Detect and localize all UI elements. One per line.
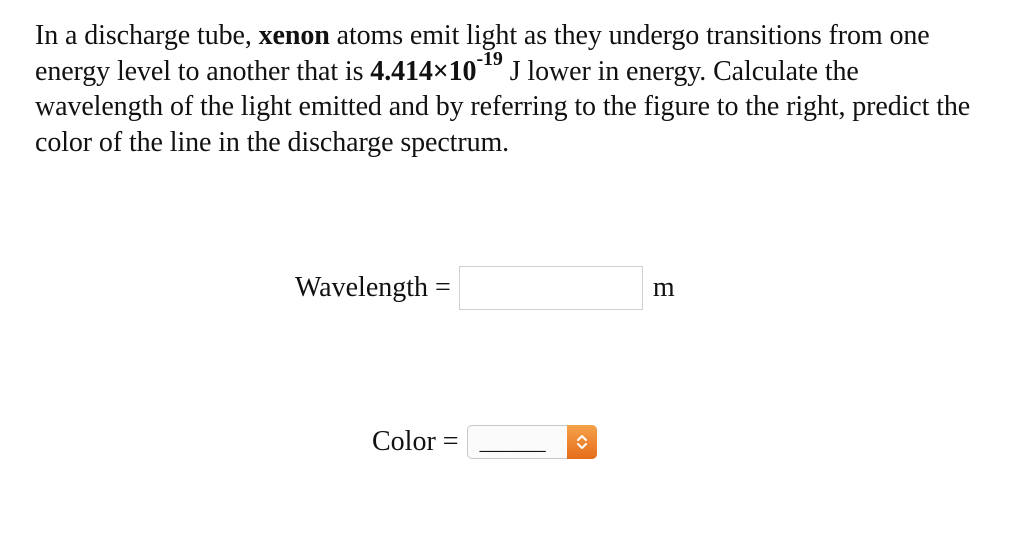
question-text xyxy=(35,18,985,160)
color-label: Color = xyxy=(372,426,459,457)
wavelength-input[interactable] xyxy=(459,266,643,310)
question-part1: In a discharge tube, xyxy=(35,20,259,51)
color-row xyxy=(372,424,597,460)
energy-mantissa: 4.414×10 xyxy=(370,55,477,87)
energy-value xyxy=(370,48,503,87)
wavelength-label: Wavelength = xyxy=(295,272,451,303)
updown-chevron-icon[interactable] xyxy=(567,425,597,459)
wavelength-unit: m xyxy=(652,272,675,303)
question-part3: J lower in energy. Calculate the wavelength of the light emitted and by referring to the figure to the right, predict the color of the line in the discharge spectrum. xyxy=(35,55,971,158)
color-select[interactable] xyxy=(467,425,597,459)
question-part2: atoms emit light as they undergo transitions from one energy level to another that is xyxy=(35,20,930,87)
color-select-value: ______ xyxy=(479,429,546,454)
energy-exponent: -19 xyxy=(476,48,503,71)
element-name: xenon xyxy=(258,20,330,51)
wavelength-row xyxy=(295,265,675,311)
